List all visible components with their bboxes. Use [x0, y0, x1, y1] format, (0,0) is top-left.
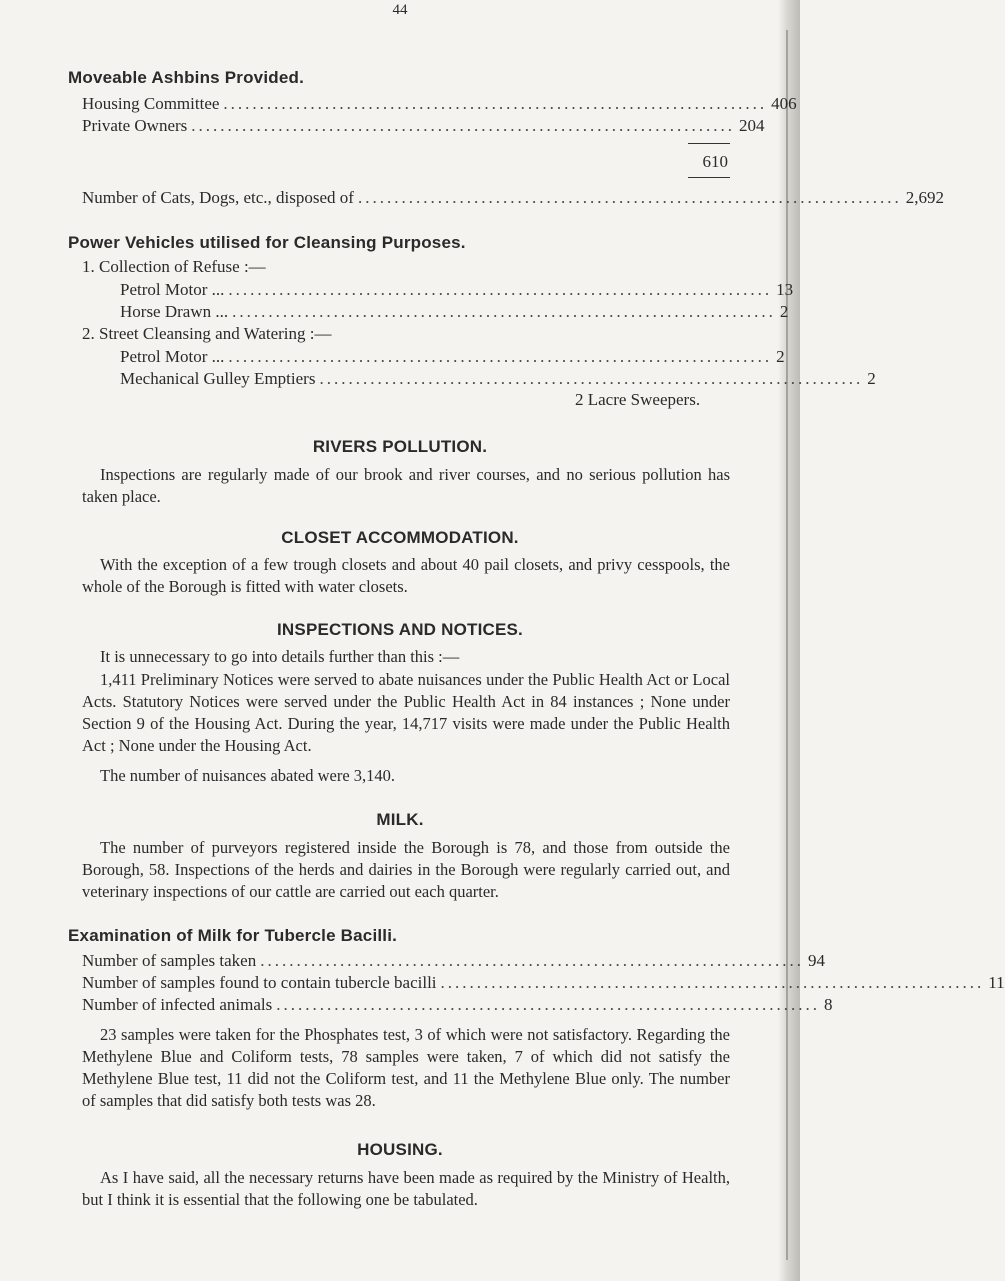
vehicles-petrol1-row: Petrol Motor ... ........................................................................... 13 — [120, 280, 794, 299]
inspections-intro: It is unnecessary to go into details further than this :— — [100, 647, 460, 666]
tubercle-value: 94 — [807, 951, 825, 970]
tubercle-text: 23 samples were taken for the Phosphates test, 3 of which were not satisfactory. Regarding the Methylene Blue and Coliform tests, 78 samples were taken, 7 of which did not satisfy the Methylene Blue test, 11 did not the Coliform test, and 11 the Methylene Blue only. The number of samples that did satisfy both tests was 28. — [82, 1025, 730, 1110]
tubercle-row-animals: Number of infected animals ........................................................................... 8 — [82, 995, 833, 1014]
ashbins-label: Private Owners — [82, 116, 188, 135]
tubercle-label: Number of samples found to contain tubercle bacilli — [82, 973, 437, 992]
housing-text: As I have said, all the necessary returns have been made as required by the Ministry of Health, but I think it is essential that the following one be tabulated. — [82, 1168, 730, 1209]
tubercle-value: 8 — [824, 995, 833, 1014]
ashbins-row-housing: Housing Committee ........................................................................... 406 — [82, 94, 797, 113]
ashbins-row-private: Private Owners ........................................................................... 204 — [82, 116, 765, 135]
inspections-text: 1,411 Preliminary Notices were served to abate nuisances under the Public Health Act or Local Acts. Statutory Notices were served under the Public Health Act in 84 instances ; None under Section 9 of the Housing Act. During the year, 14,717 visits were made under the Public Health Act ; None under the Housing Act. — [82, 670, 730, 755]
vehicles-horse-row: Horse Drawn ... ........................................................................... 2 — [120, 302, 789, 321]
rivers-heading: RIVERS POLLUTION. — [312, 437, 488, 456]
ashbins-value: 406 — [771, 94, 797, 113]
vehicles-label: Petrol Motor ... — [120, 347, 225, 366]
tubercle-label: Number of infected animals — [82, 995, 273, 1014]
rivers-text: Inspections are regularly made of our brook and river courses, and no serious pollution has taken place. — [82, 465, 730, 506]
closet-heading: CLOSET ACCOMMODATION. — [281, 528, 519, 547]
page-number: 44 — [392, 2, 408, 18]
ashbins-heading: Moveable Ashbins Provided. — [68, 68, 305, 87]
ashbins-label: Housing Committee — [82, 94, 220, 113]
ashbins-value: 204 — [739, 116, 765, 135]
vehicles-label: Horse Drawn ... — [120, 302, 229, 321]
total-rule-bottom — [688, 177, 730, 178]
page-edge-line — [786, 30, 788, 1260]
housing-heading: HOUSING. — [357, 1140, 443, 1159]
vehicles-gulley-row: Mechanical Gulley Emptiers ........................................................................... 2 — [120, 369, 876, 388]
total-rule-top — [688, 143, 730, 144]
milk-heading: MILK. — [376, 810, 424, 829]
ashbins-total-row — [688, 152, 728, 172]
vehicles-item1 — [82, 257, 266, 277]
animals-value: 2,692 — [905, 188, 944, 207]
vehicles-value: 2 — [867, 369, 876, 388]
vehicles-value: 2 — [776, 347, 785, 366]
tubercle-label: Number of samples taken — [82, 951, 257, 970]
vehicles-value: 2 — [779, 302, 789, 321]
closet-text: With the exception of a few trough closets and about 40 pail closets, and privy cesspools, the whole of the Borough is fitted with water closets. — [82, 555, 730, 596]
vehicles-sweepers: 2 Lacre Sweepers. — [575, 390, 701, 409]
animals-row: Number of Cats, Dogs, etc., disposed of ........................................................................... 2,692 — [82, 188, 944, 207]
tubercle-row-found: Number of samples found to contain tubercle bacilli ........................................................................... 11 — [82, 973, 1005, 992]
vehicles-label: Petrol Motor ... — [120, 280, 225, 299]
vehicles-item1-text: 1. Collection of Refuse :— — [82, 257, 266, 276]
tubercle-row-taken: Number of samples taken ........................................................................... 94 — [82, 951, 825, 970]
vehicles-petrol2-row: Petrol Motor ... ........................................................................... 2 — [120, 347, 785, 366]
inspections-abated: The number of nuisances abated were 3,140. — [100, 766, 396, 785]
vehicles-label: Mechanical Gulley Emptiers — [120, 369, 316, 388]
animals-label: Number of Cats, Dogs, etc., disposed of — [82, 188, 354, 207]
tubercle-heading: Examination of Milk for Tubercle Bacilli. — [68, 926, 398, 945]
vehicles-heading: Power Vehicles utilised for Cleansing Purposes. — [68, 233, 466, 252]
ashbins-total: 610 — [702, 152, 728, 171]
vehicles-item2-text: 2. Street Cleansing and Watering :— — [82, 324, 332, 343]
tubercle-value: 11 — [988, 973, 1005, 992]
vehicles-item2 — [82, 324, 332, 344]
vehicles-value: 13 — [776, 280, 794, 299]
milk-text: The number of purveyors registered inside the Borough is 78, and those from outside the Borough, 58. Inspections of the herds and dairies in the Borough were regularly carried out, and veterinary inspections of our cattle are carried out each quarter. — [82, 838, 730, 901]
inspections-heading: INSPECTIONS AND NOTICES. — [277, 620, 523, 639]
